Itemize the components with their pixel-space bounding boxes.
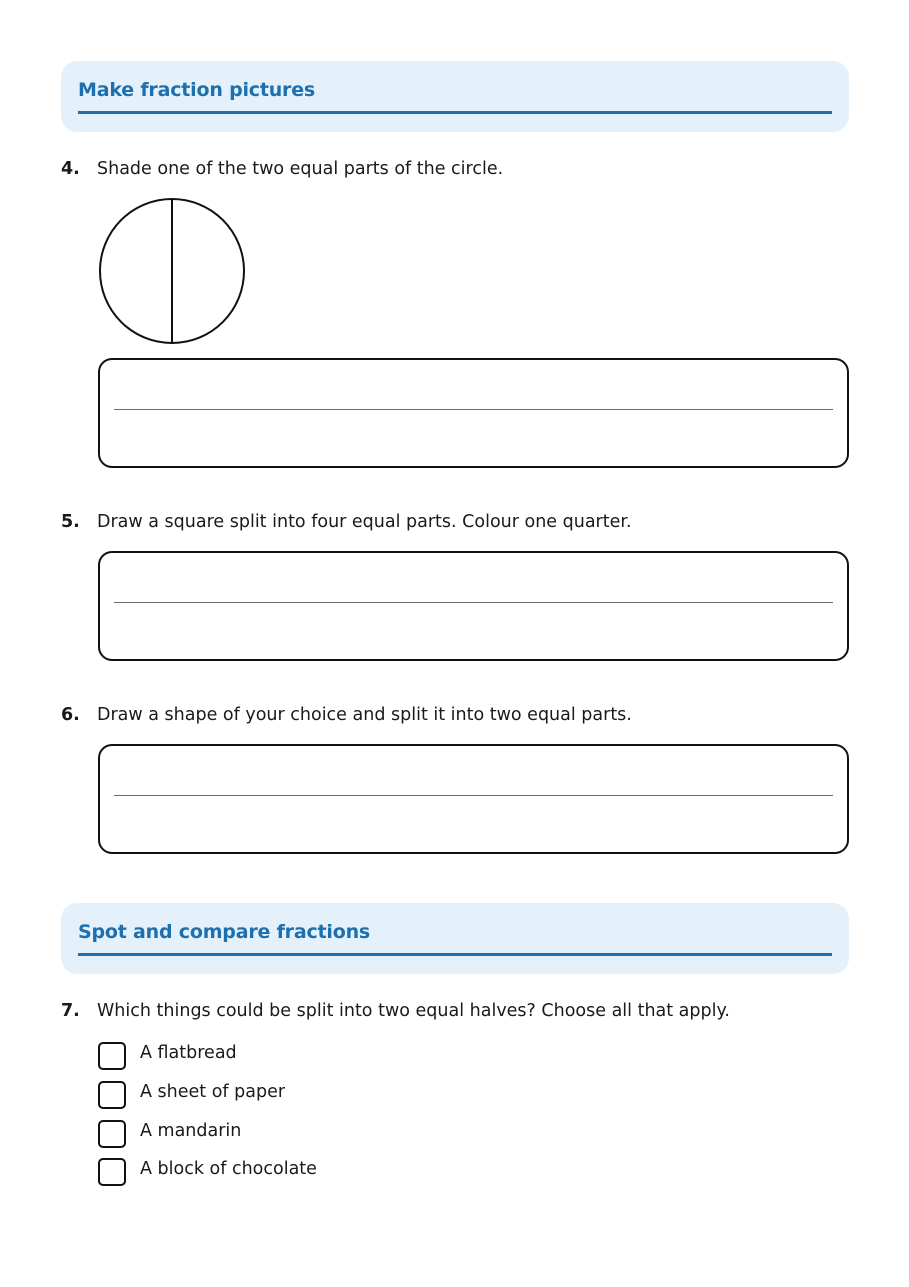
section-title: Spot and compare fractions bbox=[78, 921, 371, 943]
section-header-make-fraction-pictures bbox=[61, 61, 849, 132]
question-5 bbox=[61, 512, 632, 532]
question-4 bbox=[61, 159, 503, 179]
section-title: Make fraction pictures bbox=[78, 79, 316, 101]
question-number: 5. bbox=[61, 512, 80, 532]
option-mandarin[interactable] bbox=[98, 1119, 241, 1149]
circle-halves-icon[interactable] bbox=[97, 197, 247, 347]
section-divider bbox=[78, 111, 832, 114]
option-flatbread[interactable] bbox=[98, 1041, 237, 1071]
answer-line bbox=[114, 602, 833, 603]
option-label: A sheet of paper bbox=[140, 1082, 286, 1102]
checkbox-icon[interactable] bbox=[98, 1081, 126, 1109]
option-label: A flatbread bbox=[140, 1043, 237, 1063]
question-7 bbox=[61, 1001, 730, 1021]
checkbox-icon[interactable] bbox=[98, 1158, 126, 1186]
option-label: A block of chocolate bbox=[140, 1159, 317, 1179]
question-text: Draw a square split into four equal parts. Colour one quarter. bbox=[97, 512, 632, 532]
question-number: 4. bbox=[61, 159, 80, 179]
option-block-of-chocolate[interactable] bbox=[98, 1157, 317, 1187]
answer-line bbox=[114, 795, 833, 796]
answer-line bbox=[114, 409, 833, 410]
answer-box-5[interactable] bbox=[98, 551, 849, 661]
question-6 bbox=[61, 705, 632, 725]
question-number: 7. bbox=[61, 1001, 80, 1021]
section-divider bbox=[78, 953, 832, 956]
checkbox-icon[interactable] bbox=[98, 1120, 126, 1148]
option-label: A mandarin bbox=[140, 1121, 242, 1141]
question-number: 6. bbox=[61, 705, 80, 725]
answer-box-4[interactable] bbox=[98, 358, 849, 468]
section-header-spot-and-compare-fractions bbox=[61, 903, 849, 974]
question-text: Which things could be split into two equal halves? Choose all that apply. bbox=[97, 1001, 730, 1021]
option-sheet-of-paper[interactable] bbox=[98, 1080, 285, 1110]
question-text: Shade one of the two equal parts of the circle. bbox=[97, 159, 504, 179]
question-text: Draw a shape of your choice and split it into two equal parts. bbox=[97, 705, 632, 725]
answer-box-6[interactable] bbox=[98, 744, 849, 854]
checkbox-icon[interactable] bbox=[98, 1042, 126, 1070]
